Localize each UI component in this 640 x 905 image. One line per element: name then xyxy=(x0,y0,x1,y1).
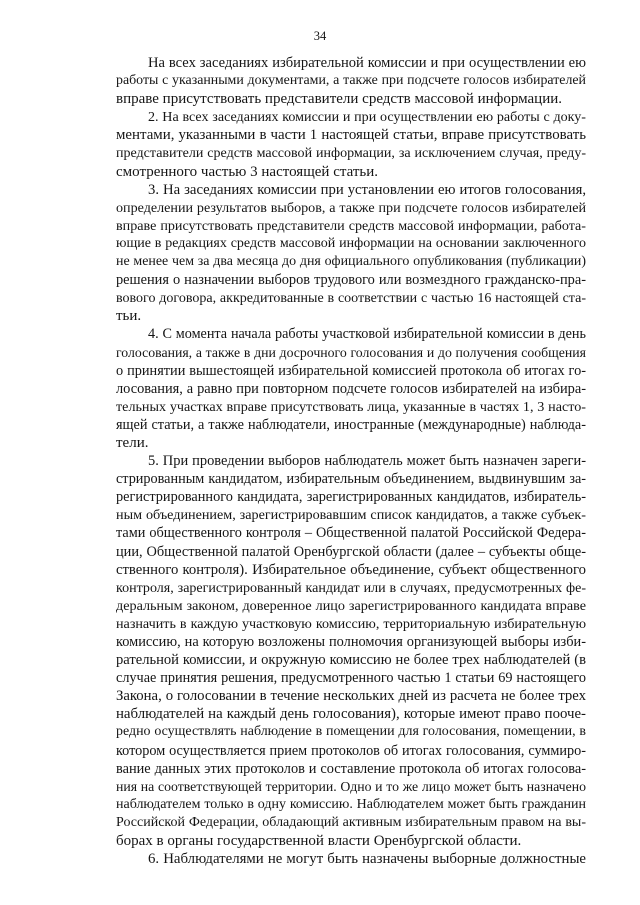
text-line: 6. Наблюдателями не могут быть назначены выборные должностные xyxy=(148,851,586,868)
text-line: ментами, указанными в части 1 настоящей статьи, вправе присутствовать xyxy=(116,127,586,144)
paragraph-3 xyxy=(116,181,586,326)
text-line: назначить в каждую участковую комиссию, территориальную избирательную xyxy=(116,615,586,632)
text-line: тьи. xyxy=(116,308,142,325)
text-line: деральным законом, доверенное лицо зарегистрированного кандидата вправе xyxy=(116,597,586,614)
text-line: ственного контроля). Избирательное объединение, субъект общественного xyxy=(116,561,586,578)
text-line: лосования, а равно при повторном подсчете голосов избирателей на избира- xyxy=(116,380,586,397)
text-line: комиссию, на которую возложены полномочия организующей выборы изби- xyxy=(116,634,586,650)
text-line: редно осуществлять наблюдение в помещении для голосования, помещении, в xyxy=(116,724,586,740)
paragraph-6 xyxy=(116,850,586,868)
text-line: тели. xyxy=(116,434,149,451)
text-line: 5. При проведении выборов наблюдатель может быть назначен зареги- xyxy=(148,453,586,470)
text-line: представители средств массовой информации, за исключением случая, преду- xyxy=(116,145,586,162)
text-line: ции, Общественной палатой Оренбургской области (далее – субъекты обще- xyxy=(116,543,586,560)
text-line: 4. С момента начала работы участковой избирательной комиссии в день xyxy=(148,326,586,343)
text-line: Закона, о голосовании в течение нескольких дней из расчета не более трех xyxy=(116,688,586,705)
paragraph-continuation xyxy=(116,54,586,108)
text-line: Российской Федерации, обладающий активным избирательным правом на вы- xyxy=(116,814,586,830)
text-line: вправе присутствовать представители средств массовой информации, работа- xyxy=(116,217,586,234)
text-line: определении результатов выборов, а также при подсчете голосов избирателей xyxy=(116,199,586,216)
text-line: вового договора, аккредитованные в соответствии с частью 16 настоящей ста- xyxy=(116,290,586,307)
text-line: борах в органы государственной власти Оренбургской области. xyxy=(116,833,522,850)
text-line: тами общественного контроля – Общественной палатой Российской Федера- xyxy=(116,525,586,542)
text-line: наблюдателем только в одну комиссию. Наблюдателем может быть гражданин xyxy=(116,796,586,812)
text-line: о принятии вышестоящей избирательной комиссией протокола об итогах го- xyxy=(116,362,586,379)
text-line: ющие в редакциях средств массовой информации на основании заключенного xyxy=(116,235,586,251)
text-line: ящей статьи, а также наблюдатели, иностранные (международные) наблюда- xyxy=(116,416,586,433)
text-line: голосования, а также в дни досрочного голосования и до получения сообщения xyxy=(116,344,586,360)
text-line: регистрированного кандидата, зарегистрированных кандидатов, избиратель- xyxy=(116,489,586,506)
paragraph-4 xyxy=(116,325,586,452)
text-line: котором осуществляется прием протоколов об итогах голосования, суммиро- xyxy=(116,742,586,759)
text-line: 2. На всех заседаниях комиссии и при осуществлении ею работы с доку- xyxy=(148,109,586,126)
text-line: работы с указанными документами, а также при подсчете голосов избирателей xyxy=(116,73,586,89)
text-line: вание данных этих протоколов и составление протокола об итогах голосова- xyxy=(116,760,586,777)
text-line: рательной комиссии, и окружную комиссию не более трех наблюдателей (в xyxy=(116,652,586,669)
text-line: стрированным кандидатом, избирательным объединением, выдвинувшим за- xyxy=(116,471,586,488)
paragraph-2 xyxy=(116,108,586,180)
text-line: На всех заседаниях избирательной комиссии и при осуществлении ею xyxy=(148,55,586,71)
body-text xyxy=(116,54,586,868)
text-line: случае принятия решения, предусмотренного частью 1 статьи 69 настоящего xyxy=(116,670,586,687)
text-line: не менее чем за два месяца до дня официального опубликования (публикации) xyxy=(116,254,586,270)
text-line: решения о назначении выборов трудового или возмездного гражданско-пра- xyxy=(116,272,586,289)
text-line: наблюдателей на каждый день голосования), которые имеют право пооче- xyxy=(116,706,586,723)
text-line: вправе присутствовать представители средств массовой информации. xyxy=(116,91,563,108)
paragraph-5 xyxy=(116,452,586,850)
text-line: ным объединением, зарегистрировавшим список кандидатов, а также субъек- xyxy=(116,507,586,524)
text-line: контроля, зарегистрированный кандидат или в случаях, предусмотренных фе- xyxy=(116,579,586,596)
text-line: тельных участках вправе присутствовать лица, указанные в частях 1, 3 насто- xyxy=(116,398,586,415)
text-line: смотренного частью 3 настоящей статьи. xyxy=(116,163,379,180)
text-line: 3. На заседаниях комиссии при установлении ею итогов голосования, xyxy=(148,181,586,198)
page-number: 34 xyxy=(313,29,327,43)
text-line: ния на соответствующей территории. Одно и то же лицо может быть назначено xyxy=(116,778,586,794)
